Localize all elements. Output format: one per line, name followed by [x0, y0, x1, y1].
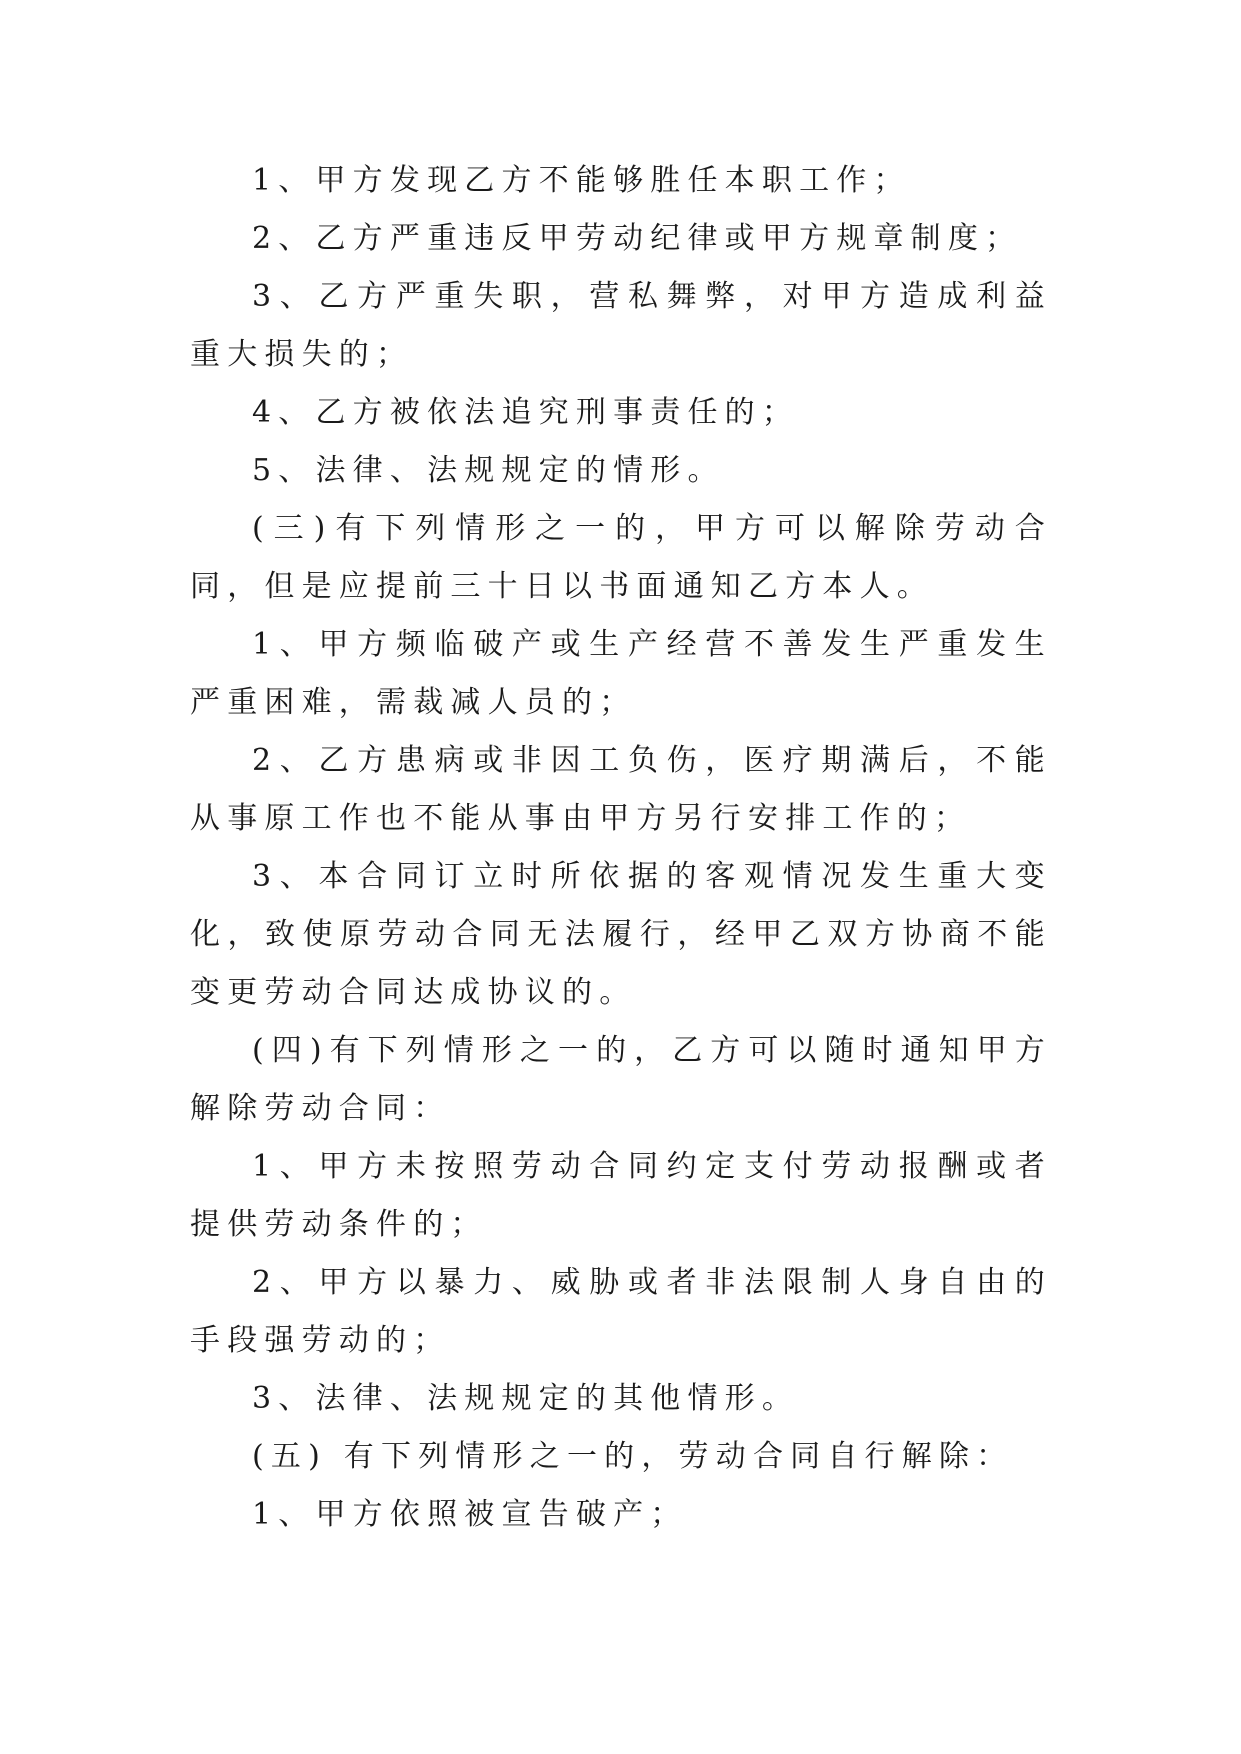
paragraph-11: 1、甲方未按照劳动合同约定支付劳动报酬或者提供劳动条件的；	[190, 1149, 1052, 1242]
section-3-heading: (三)有下列情形之一的，甲方可以解除劳动合同，但是应提前三十日以书面通知乙方本人。	[190, 511, 1052, 604]
paragraph-7: 1、甲方频临破产或生产经营不善发生严重发生严重困难，需裁减人员的；	[190, 627, 1052, 720]
paragraph-5: 5、法律、法规规定的情形。	[252, 453, 725, 488]
paragraph-1: 1、甲方发现乙方不能够胜任本职工作；	[252, 163, 911, 198]
paragraph-9: 3、本合同订立时所依据的客观情况发生重大变化，致使原劳动合同无法履行，经甲乙双方协商不能变更劳动合同达成协议的。	[190, 859, 1052, 1010]
section-5-heading: (五) 有下列情形之一的，劳动合同自行解除：	[252, 1439, 1014, 1474]
paragraph-4: 4、乙方被依法追究刑事责任的；	[252, 395, 800, 430]
document-body	[190, 152, 1052, 1544]
paragraph-3: 3、乙方严重失职，营私舞弊，对甲方造成利益重大损失的；	[190, 279, 1052, 372]
paragraph-12: 2、甲方以暴力、威胁或者非法限制人身自由的手段强劳动的；	[190, 1265, 1052, 1358]
paragraph-13: 3、法律、法规规定的其他情形。	[252, 1381, 800, 1416]
paragraph-8: 2、乙方患病或非因工负伤，医疗期满后，不能从事原工作也不能从事由甲方另行安排工作的；	[190, 743, 1052, 836]
paragraph-15: 1、甲方依照被宣告破产；	[252, 1497, 688, 1532]
section-4-heading: (四)有下列情形之一的，乙方可以随时通知甲方解除劳动合同：	[190, 1033, 1052, 1126]
paragraph-2: 2、乙方严重违反甲劳动纪律或甲方规章制度；	[252, 221, 1023, 256]
